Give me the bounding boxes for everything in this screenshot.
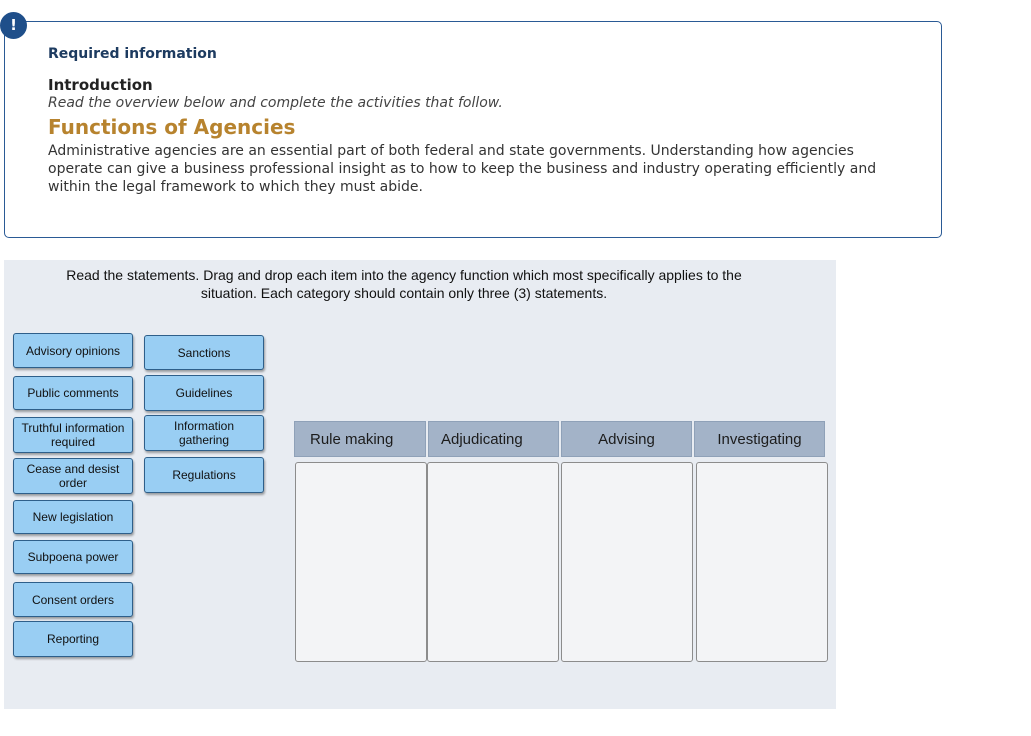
- category-header-advising: Advising: [561, 421, 692, 457]
- drag-item-new-legislation[interactable]: New legislation: [13, 500, 133, 534]
- alert-icon: !: [0, 12, 27, 39]
- instructions-line-2: situation. Each category should contain only three (3) statements.: [200, 285, 608, 301]
- drag-drop-activity: [4, 260, 836, 709]
- drag-item-cease-and-desist-order[interactable]: Cease and desist order: [13, 458, 133, 494]
- required-information-box: [4, 21, 942, 238]
- required-information-heading: Required information: [48, 46, 217, 62]
- drag-item-information-gathering[interactable]: Information gathering: [144, 415, 264, 451]
- drag-item-reporting[interactable]: Reporting: [13, 621, 133, 657]
- drag-item-public-comments[interactable]: Public comments: [13, 376, 133, 410]
- instructions-line-1: Read the statements. Drag and drop each item into the agency function which most specifically applies to the: [66, 267, 742, 283]
- section-title: Functions of Agencies: [48, 115, 296, 139]
- category-header-rule-making: Rule making: [294, 421, 426, 457]
- drop-zone-rule-making[interactable]: [295, 462, 427, 662]
- section-body: Administrative agencies are an essential part of both federal and state governments. Understanding how agencies operate can give a business professional insight as to how to keep the business and industry operating efficiently and within the legal framework to which they must abide.: [48, 143, 877, 195]
- drag-item-truthful-information-required[interactable]: Truthful information required: [13, 417, 133, 453]
- introduction-subtitle: Read the overview below and complete the activities that follow.: [48, 95, 503, 111]
- drag-item-subpoena-power[interactable]: Subpoena power: [13, 540, 133, 574]
- activity-instructions: [24, 266, 784, 302]
- category-header-investigating: Investigating: [694, 421, 825, 457]
- drag-item-consent-orders[interactable]: Consent orders: [13, 582, 133, 617]
- drag-item-sanctions[interactable]: Sanctions: [144, 335, 264, 370]
- info-content: [48, 46, 888, 196]
- drag-item-regulations[interactable]: Regulations: [144, 457, 264, 493]
- drop-zone-investigating[interactable]: [696, 462, 828, 662]
- introduction-heading: Introduction: [48, 76, 153, 94]
- drop-zone-adjudicating[interactable]: [427, 462, 559, 662]
- drag-item-guidelines[interactable]: Guidelines: [144, 375, 264, 411]
- category-header-adjudicating: Adjudicating: [428, 421, 559, 457]
- drag-item-advisory-opinions[interactable]: Advisory opinions: [13, 333, 133, 368]
- drop-zone-advising[interactable]: [561, 462, 693, 662]
